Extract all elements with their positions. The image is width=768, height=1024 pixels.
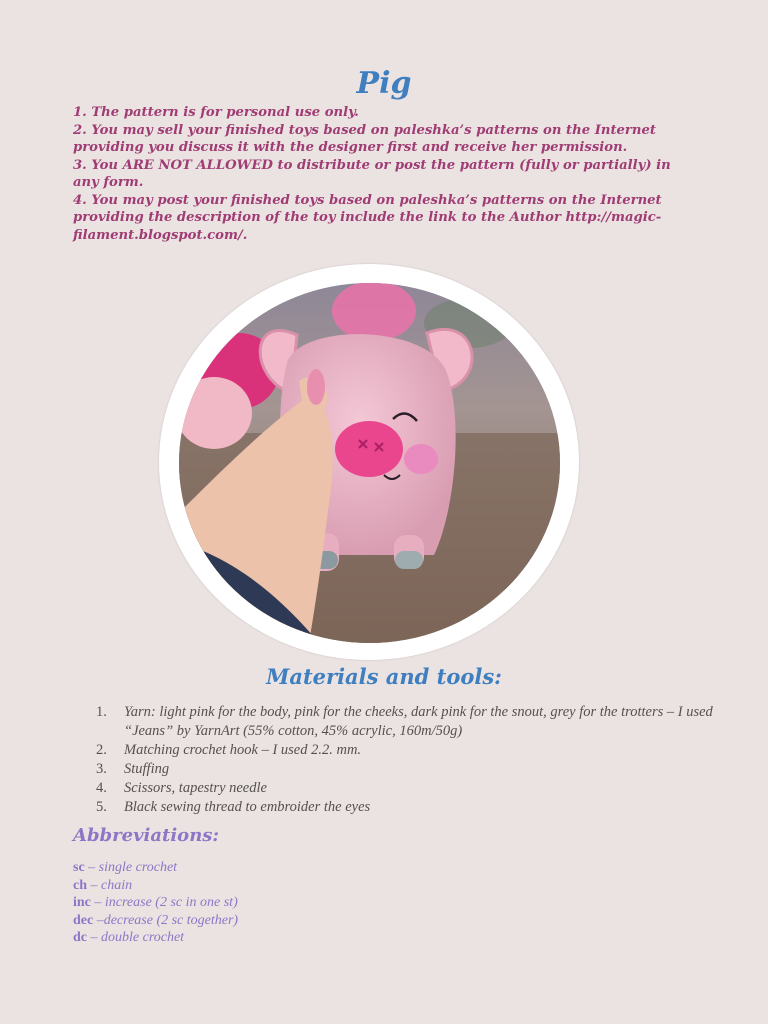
rule-3: 3. You ARE NOT ALLOWED to distribute or post the pattern (fully or partially) in any form. bbox=[73, 157, 671, 190]
abbreviation-item: sc – single crochet bbox=[73, 860, 178, 875]
list-item: 5. Black sewing thread to embroider the eyes bbox=[96, 799, 371, 815]
materials-list bbox=[88, 703, 738, 817]
usage-rules bbox=[73, 104, 693, 244]
list-item: 1. Yarn: light pink for the body, pink for the cheeks, dark pink for the snout, grey for the trotters – I used “Jeans” by YarnArt (55% cotton, 45% acrylic, 160m/50g) bbox=[96, 704, 713, 739]
abbreviation-item: ch – chain bbox=[73, 877, 133, 893]
list-item: 2. Matching crochet hook – I used 2.2. mm. bbox=[96, 742, 362, 758]
abbreviation-item: dec –decrease (2 sc together) bbox=[73, 912, 239, 928]
page-title: Pig bbox=[356, 66, 412, 101]
pig-photo bbox=[179, 283, 560, 643]
abbreviations-list bbox=[73, 859, 238, 947]
list-item: 4. Scissors, tapestry needle bbox=[96, 780, 267, 796]
abbreviations-heading: Abbreviations: bbox=[73, 825, 220, 846]
abbreviation-item: inc – increase (2 sc in one st) bbox=[73, 895, 238, 911]
list-item: 3. Stuffing bbox=[96, 761, 170, 777]
rule-1: 1. The pattern is for personal use only. bbox=[73, 105, 359, 120]
materials-heading: Materials and tools: bbox=[266, 664, 502, 689]
rule-4: 4. You may post your finished toys based on paleshka’s patterns on the Internet providing the description of the toy include the link to the Author http://magic-filament.blogspot.com/. bbox=[73, 192, 662, 243]
rule-2: 2. You may sell your finished toys based on paleshka’s patterns on the Internet providing you discuss it with the designer first and receive her permission. bbox=[73, 122, 656, 155]
crochet-pig-illustration bbox=[179, 283, 560, 643]
abbreviation-item: dc – double crochet bbox=[73, 930, 185, 946]
